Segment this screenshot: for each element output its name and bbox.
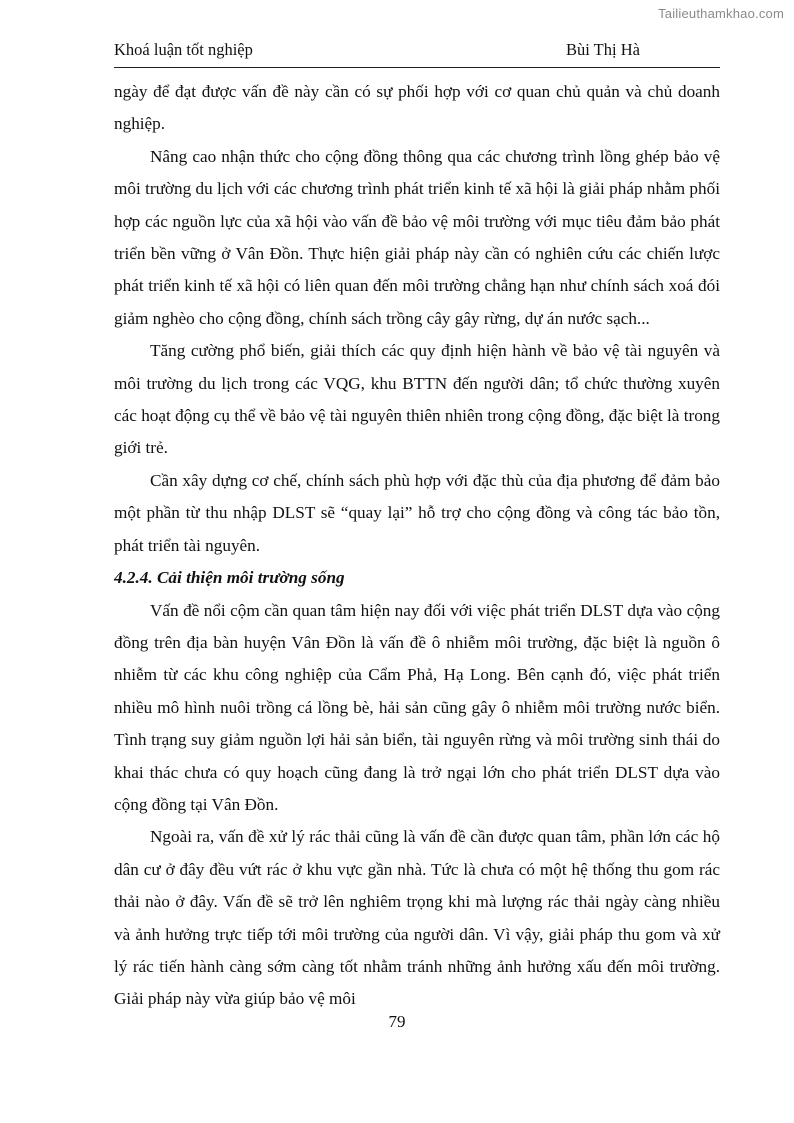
running-header [114, 38, 720, 66]
header-divider [114, 67, 720, 68]
paragraph-continued: ngày để đạt được vấn đề này cần có sự phối hợp với cơ quan chủ quản và chủ doanh nghiệp. [114, 82, 720, 134]
header-thesis-title: Khoá luận tốt nghiệp [114, 40, 253, 59]
section-heading: 4.2.4. Cải thiện môi trường sống [114, 568, 345, 588]
paragraph-community-awareness: Nâng cao nhận thức cho cộng đồng thông qua các chương trình lồng ghép bảo vệ môi trường du lịch với các chương trình phát triển kinh tế xã hội là giải pháp nhằm phối hợp các nguồn lực của xã hội vào vấn đề bảo vệ môi trường với mục tiêu đảm bảo phát triển bền vững ở Vân Đồn. Thực hiện giải pháp này cần có nghiên cứu các chiến lược phát triển kinh tế xã hội có liên quan đến môi trường chẳng hạn như chính sách xoá đói giảm nghèo cho cộng đồng, chính sách trồng cây gây rừng, dự án nước sạch... [114, 146, 720, 328]
paragraph-policy-mechanism: Cần xây dựng cơ chế, chính sách phù hợp với đặc thù của địa phương để đảm bảo một phần từ thu nhập DLST sẽ “quay lại” hỗ trợ cho cộng đồng và công tác bảo tồn, phát triển tài nguyên. [114, 470, 720, 555]
page-number: 79 [388, 1012, 406, 1031]
page-body [114, 76, 720, 1016]
header-author-name: Bùi Thị Hà [566, 40, 640, 59]
paragraph-regulation-dissemination: Tăng cường phổ biến, giải thích các quy định hiện hành về bảo vệ tài nguyên và môi trường du lịch trong các VQG, khu BTTN đến người dân; tổ chức thường xuyên các hoạt động cụ thể về bảo vệ tài nguyên thiên nhiên trong cộng đồng, đặc biệt là trong giới trẻ. [114, 341, 720, 458]
watermark: Tailieuthamkhao.com [658, 6, 784, 21]
paragraph-waste-treatment: Ngoài ra, vấn đề xử lý rác thải cũng là vấn đề cần được quan tâm, phần lớn các hộ dân cư ở đây đều vứt rác ở khu vực gần nhà. Tức là chưa có một hệ thống thu gom rác thải nào ở đây. Vấn đề sẽ trở lên nghiêm trọng khi mà lượng rác thải ngày càng nhiều và ảnh hưởng trực tiếp tới môi trường của người dân. Vì vậy, giải pháp thu gom và xử lý rác tiến hành càng sớm càng tốt nhằm tránh những ảnh hưởng xấu đến môi trường. Giải pháp này vừa giúp bảo vệ môi [114, 827, 720, 1009]
paragraph-pollution-issue: Vấn đề nổi cộm cần quan tâm hiện nay đối với việc phát triển DLST dựa vào cộng đồng trên địa bàn huyện Vân Đồn là vấn đề ô nhiễm môi trường, đặc biệt là nguồn ô nhiễm từ các khu công nghiệp của Cẩm Phả, Hạ Long. Bên cạnh đó, việc phát triển nhiều mô hình nuôi trồng cá lồng bè, hải sản cũng gây ô nhiễm môi trường nước biển. Tình trạng suy giảm nguồn lợi hải sản biển, tài nguyên rừng và môi trường sinh thái do khai thác chưa có quy hoạch cũng đang là trở ngại lớn cho phát triển DLST dựa vào cộng đồng tại Vân Đồn. [114, 600, 720, 814]
